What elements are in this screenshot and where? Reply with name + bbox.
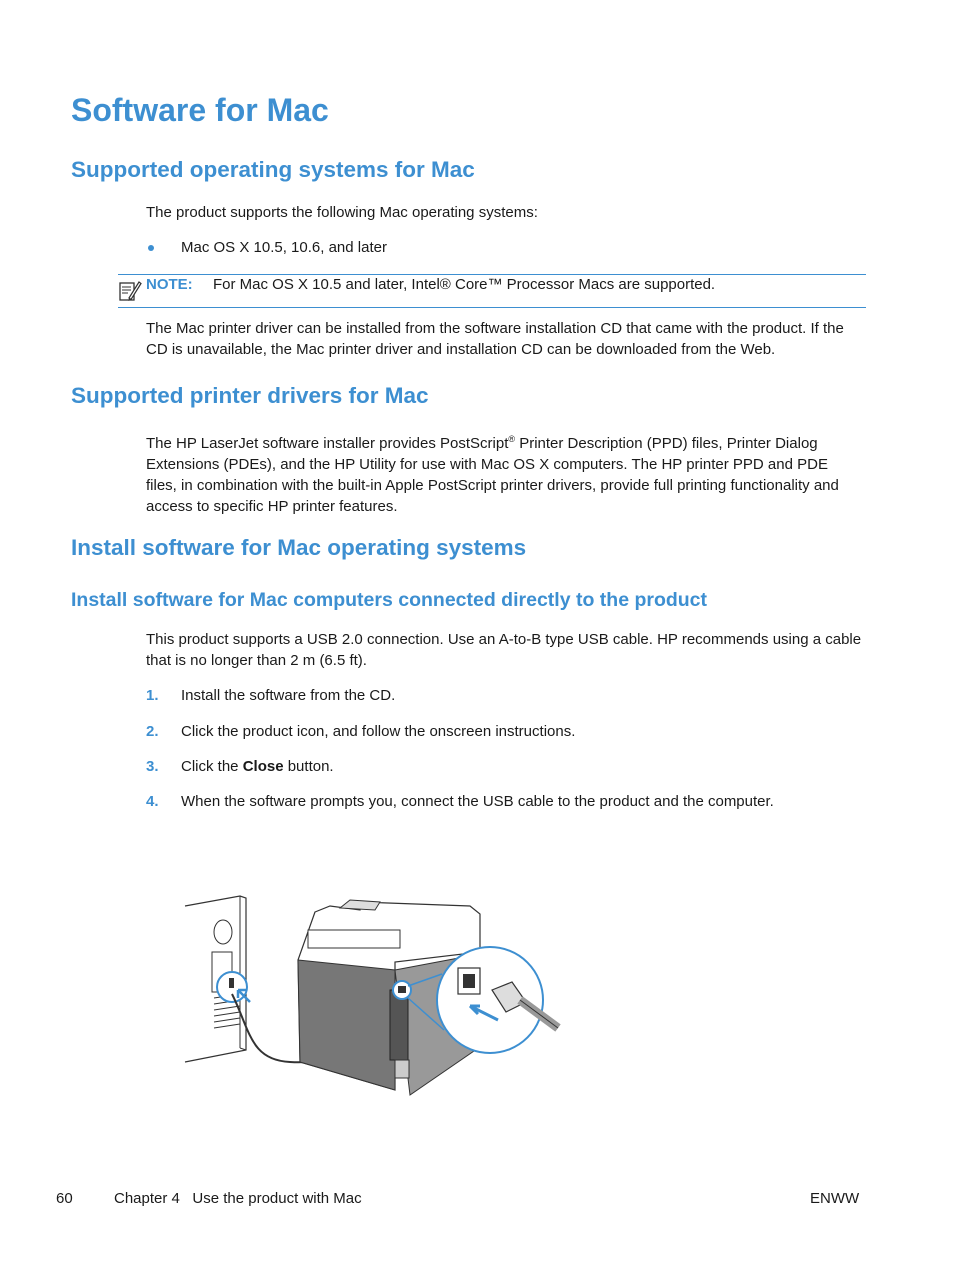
- bullet-text: Mac OS X 10.5, 10.6, and later: [181, 239, 387, 256]
- drivers-paragraph: [146, 429, 862, 517]
- supported-os-intro: The product supports the following Mac operating systems:: [146, 204, 538, 221]
- step-text: Install the software from the CD.: [181, 687, 396, 704]
- registered-mark: ®: [508, 434, 516, 444]
- step-number: 2.: [146, 723, 159, 740]
- usb-connection-illustration: [180, 890, 570, 1105]
- install-intro: This product supports a USB 2.0 connection. Use an A-to-B type USB cable. HP recommends using a cable that is no longer than 2 m (6.5 ft).: [146, 631, 862, 669]
- page-title: Software for Mac: [71, 92, 329, 128]
- note-label: NOTE:: [146, 276, 193, 293]
- step-number: 3.: [146, 758, 159, 775]
- section-heading-drivers: Supported printer drivers for Mac: [71, 383, 429, 408]
- step-text: [181, 756, 334, 777]
- note-box: [118, 274, 866, 308]
- page-number: 60: [56, 1190, 73, 1207]
- step-text: When the software prompts you, connect the USB cable to the product and the computer.: [181, 793, 774, 810]
- computer-tower-icon: [185, 896, 250, 1062]
- step-number: 1.: [146, 687, 159, 704]
- note-text: For Mac OS X 10.5 and later, Intel® Core™ Processor Macs are supported.: [213, 276, 716, 293]
- note-icon: [118, 279, 142, 308]
- bullet-icon: [148, 245, 154, 251]
- step-text: Click the product icon, and follow the onscreen instructions.: [181, 723, 576, 740]
- subsection-heading-install-direct: Install software for Mac computers connected directly to the product: [71, 589, 708, 611]
- section-heading-supported-os: Supported operating systems for Mac: [71, 157, 475, 182]
- drivers-text-end: Printer Description (PPD) files, Printer Dialog Extensions (PDEs), and the HP Utility for use with Mac OS X computers. The HP printer PPD and PDE files, in combination with the built-in Apple PostScript printer drivers, provide full printing functionality and access to specific HP printer features.: [146, 435, 839, 515]
- supported-os-paragraph: The Mac printer driver can be installed from the software installation CD that came with the product. If the CD is unavailable, the Mac printer driver and installation CD can be downloaded from the Web.: [146, 320, 844, 358]
- close-button-label: Close: [242, 758, 284, 775]
- footer-chapter: Chapter 4 Use the product with Mac: [114, 1190, 362, 1207]
- step-text-pre: Click the: [181, 758, 243, 775]
- step-number: 4.: [146, 793, 159, 810]
- section-heading-install: Install software for Mac operating systems: [71, 535, 527, 560]
- footer-code: ENWW: [810, 1190, 860, 1207]
- step-text-post: button.: [283, 758, 334, 775]
- drivers-text-start: The HP LaserJet software installer provides PostScript: [146, 435, 509, 452]
